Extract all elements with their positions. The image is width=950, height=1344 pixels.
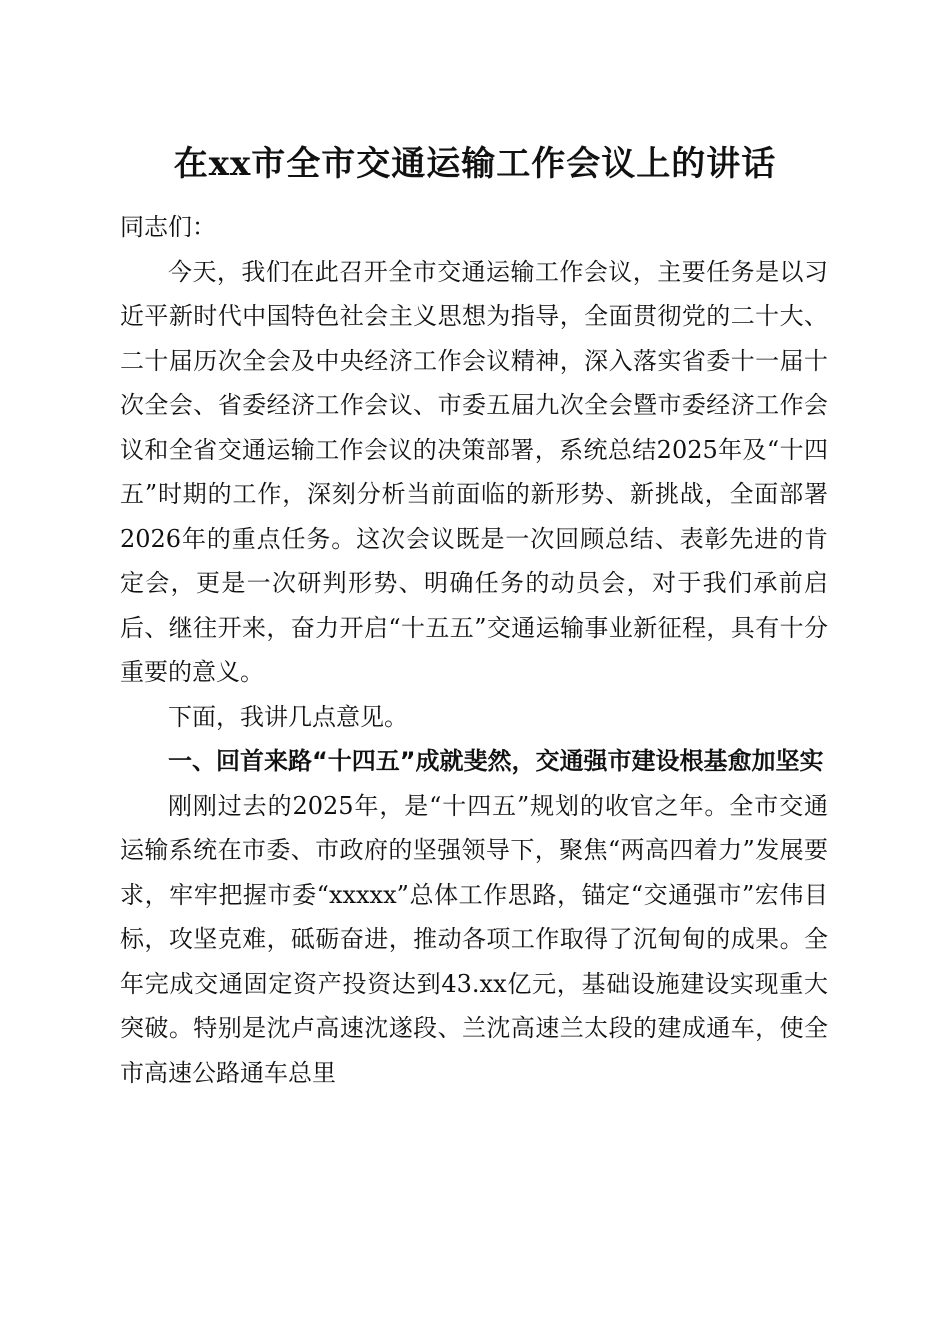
section-1-heading: 一、回首来路“十四五”成就斐然，交通强市建设根基愈加坚实 [168, 747, 824, 775]
salutation: 同志们： [120, 213, 216, 241]
document-title: 在xx市全市交通运输工作会议上的讲话 [173, 144, 777, 184]
opening-paragraph: 今天，我们在此召开全市交通运输工作会议，主要任务是以习近平新时代中国特色社会主义思想为指导，全面贯彻党的二十大、二十届历次全会及中央经济工作会议精神，深入落实省委十一届十次全会、省委经济工作会议、市委五届九次全会暨市委经济工作会议和全省交通运输工作会议的决策部署，系统总结2025年及“十四五”时期的工作，深刻分析当前面临的新形势、新挑战，全面部署2026年的重点任务。这次会议既是一次回顾总结、表彰先进的肯定会，更是一次研判形势、明确任务的动员会，对于我们承前启后、继往开来，奋力开启“十五五”交通运输事业新征程，具有十分重要的意义。 [120, 257, 828, 686]
section-1-paragraph: 刚刚过去的2025年，是“十四五”规划的收官之年。全市交通运输系统在市委、市政府的坚强领导下，聚焦“两高四着力”发展要求，牢牢把握市委“xxxxx”总体工作思路，锚定“交通强市”宏伟目标，攻坚克难，砥砺奋进，推动各项工作取得了沉甸甸的成果。全年完成交通固定资产投资达到43.xx亿元，基础设施建设实现重大突破。特别是沈卢高速沈遂段、兰沈高速兰太段的建成通车，使全市高速公路通车总里 [120, 791, 828, 1087]
document-body [120, 205, 828, 1095]
transition-paragraph: 下面，我讲几点意见。 [168, 702, 408, 731]
